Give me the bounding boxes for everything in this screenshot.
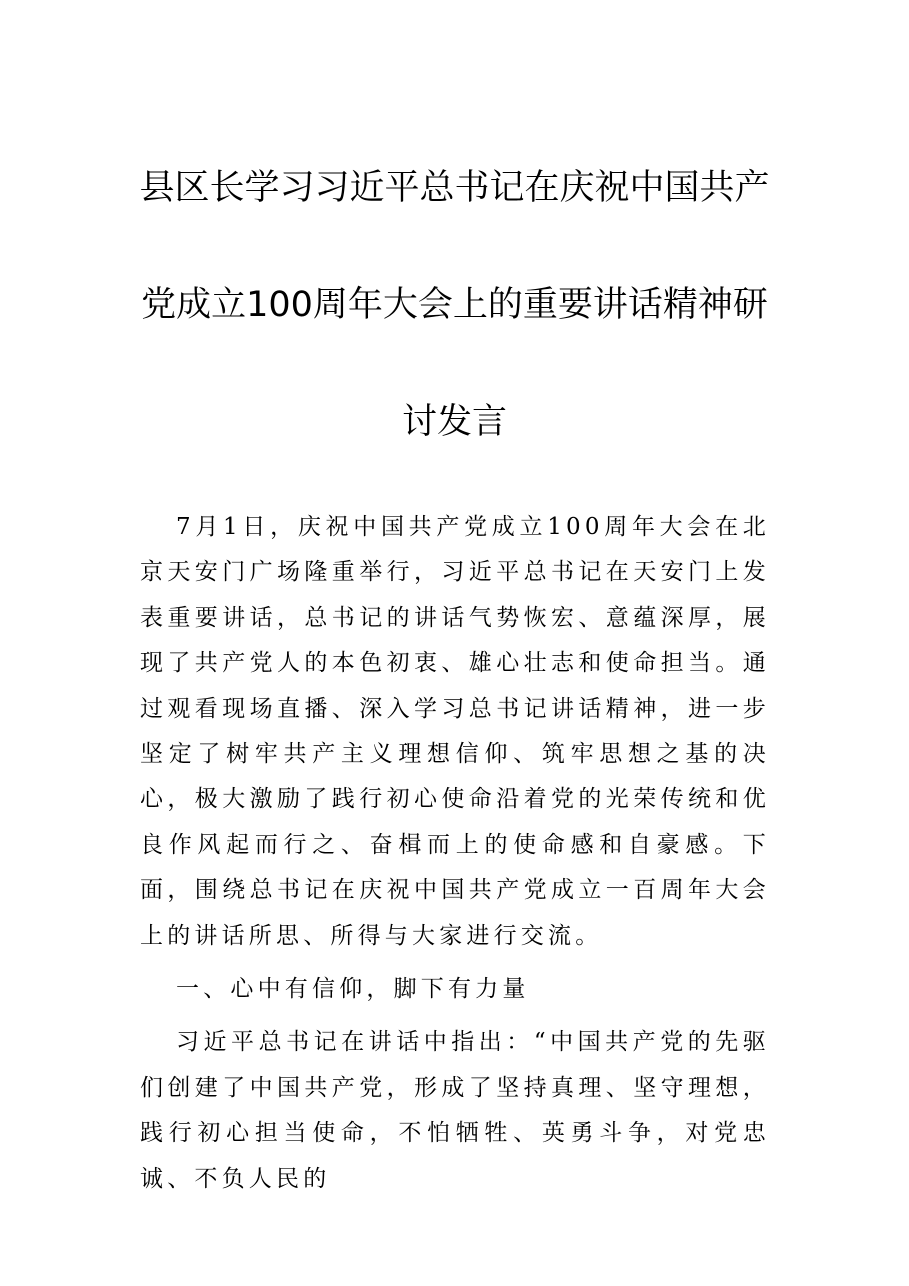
document-body (140, 505, 770, 1210)
title-line-2: 党成立100周年大会上的重要讲话精神研 (141, 285, 768, 325)
body-paragraph-1: 7月1日，庆祝中国共产党成立100周年大会在北京天安门广场隆重举行，习近平总书记在天安门上发表重要讲话，总书记的讲话气势恢宏、意蕴深厚，展现了共产党人的本色初衷、雄心壮志和使命担当。通过观看现场直播、深入学习总书记讲话精神，进一步坚定了树牢共产主义理想信仰、筑牢思想之基的决心，极大激励了践行初心使命沿着党的光荣传统和优良作风起而行之、奋楫而上的使命感和自豪感。下面，围绕总书记在庆祝中国共产党成立一百周年大会上的讲话所思、所得与大家进行交流。 (140, 514, 770, 949)
title-line-3: 讨发言 (401, 402, 507, 442)
body-paragraph-2: 习近平总书记在讲话中指出：“中国共产党的先驱们创建了中国共产党，形成了坚持真理、坚守理想，践行初心担当使命，不怕牺牲、英勇斗争，对党忠诚、不负人民的 (140, 1029, 770, 1192)
section-heading-1: 一、心中有信仰，脚下有力量 (176, 976, 530, 1003)
document-title (130, 130, 779, 481)
title-line-1: 县区长学习习近平总书记在庆祝中国共产 (139, 168, 770, 208)
